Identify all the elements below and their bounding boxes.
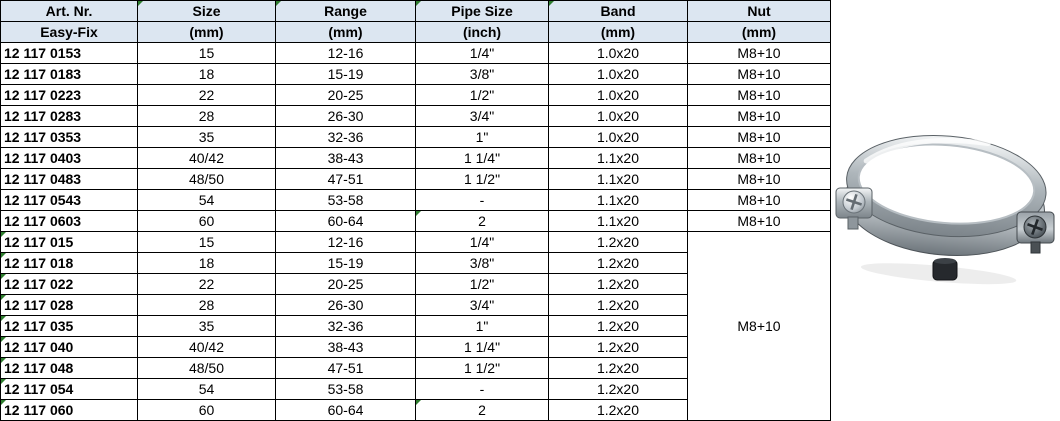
cell-size: [138, 148, 276, 169]
cell-art-nr: [1, 253, 138, 274]
cell-pipe-size: [416, 253, 549, 274]
error-indicator-triangle: [1, 253, 6, 258]
cell-text: Range: [324, 3, 367, 19]
cell-text: 3/4": [469, 297, 495, 313]
error-indicator-triangle: [1, 358, 6, 363]
cell-text: 12 117 0183: [4, 66, 82, 82]
cell-art-nr: [1, 358, 138, 379]
cell-text: 18: [198, 66, 215, 82]
cell-text: 2: [478, 213, 486, 229]
cell-band: [549, 148, 688, 169]
cell-text: 38-43: [327, 339, 364, 355]
pipe-clamp-product-image: [833, 116, 1057, 294]
cell-text: 22: [198, 276, 215, 292]
cell-text: M8+10: [737, 129, 781, 145]
cell-range: [276, 211, 416, 232]
cell-nut: [688, 169, 831, 190]
cell-text: 12 117 028: [4, 297, 74, 313]
cell-art-nr: [1, 127, 138, 148]
column-header-nut: [688, 22, 831, 43]
cell-range: [276, 274, 416, 295]
cell-art-nr: [1, 190, 138, 211]
error-indicator-triangle: [1, 400, 6, 405]
bottom-nut: [933, 258, 957, 280]
cell-text: M8+10: [737, 213, 781, 229]
cell-text: 47-51: [327, 171, 364, 187]
right-bolt-stub: [1031, 242, 1040, 253]
cell-pipe-size: [416, 169, 549, 190]
cell-nut: [688, 190, 831, 211]
cell-text: 60: [198, 213, 215, 229]
table-row: [1, 127, 831, 148]
cell-text: 28: [198, 108, 215, 124]
cell-text: Nut: [747, 3, 771, 19]
column-header-size: [138, 22, 276, 43]
cell-pipe-size: [416, 358, 549, 379]
cell-text: 1 1/2": [463, 171, 501, 187]
cell-pipe-size: [416, 337, 549, 358]
cell-size: [138, 190, 276, 211]
cell-text: M8+10: [737, 87, 781, 103]
header-row-1: [1, 1, 831, 22]
cell-text: 18: [198, 255, 215, 271]
cell-text: 15-19: [327, 255, 364, 271]
cell-text: 1 1/4": [463, 150, 501, 166]
cell-text: 12 117 022: [4, 276, 74, 292]
cell-pipe-size: [416, 106, 549, 127]
cell-band: [549, 211, 688, 232]
cell-range: [276, 358, 416, 379]
cell-text: 1.2x20: [596, 381, 640, 397]
cell-size: [138, 106, 276, 127]
cell-text: M8+10: [737, 150, 781, 166]
cell-text: 12 117 015: [4, 234, 74, 250]
cell-pipe-size: [416, 127, 549, 148]
cell-text: 12-16: [327, 234, 364, 250]
cell-band: [549, 337, 688, 358]
error-indicator-triangle: [1, 379, 6, 384]
cell-range: [276, 295, 416, 316]
cell-text: 1 1/2": [463, 360, 501, 376]
error-indicator-triangle: [416, 211, 421, 216]
cell-text: 15-19: [327, 66, 364, 82]
cell-text: Easy-Fix: [40, 24, 98, 40]
cell-band: [549, 127, 688, 148]
cell-art-nr: [1, 316, 138, 337]
cell-pipe-size: [416, 211, 549, 232]
table-row: [1, 64, 831, 85]
cell-text: 12 117 0543: [4, 192, 82, 208]
cell-pipe-size: [416, 295, 549, 316]
cell-nut: [688, 106, 831, 127]
cell-text: 38-43: [327, 150, 364, 166]
cell-text: 12 117 060: [4, 402, 74, 418]
cell-art-nr: [1, 211, 138, 232]
cell-art-nr: [1, 379, 138, 400]
cell-pipe-size: [416, 274, 549, 295]
cell-text: 1.2x20: [596, 318, 640, 334]
cell-text: M8+10: [737, 45, 781, 61]
cell-text: 20-25: [327, 87, 364, 103]
cell-text: 60: [198, 402, 215, 418]
column-header-pipe-size: [416, 22, 549, 43]
cell-text: 40/42: [188, 150, 225, 166]
cell-size: [138, 253, 276, 274]
cell-size: [138, 169, 276, 190]
cell-size: [138, 64, 276, 85]
cell-size: [138, 316, 276, 337]
cell-size: [138, 211, 276, 232]
error-indicator-triangle: [549, 1, 554, 6]
cell-band: [549, 316, 688, 337]
cell-text: 60-64: [327, 402, 364, 418]
cell-pipe-size: [416, 316, 549, 337]
cell-text: 12 117 0483: [4, 171, 82, 187]
column-header-nut: [688, 1, 831, 22]
column-header-size: [138, 1, 276, 22]
cell-text: 1.1x20: [596, 192, 640, 208]
cell-text: 48/50: [188, 171, 225, 187]
cell-band: [549, 85, 688, 106]
cell-art-nr: [1, 169, 138, 190]
column-header-band: [549, 1, 688, 22]
cell-text: M8+10: [737, 108, 781, 124]
cell-text: 20-25: [327, 276, 364, 292]
cell-size: [138, 43, 276, 64]
cell-range: [276, 148, 416, 169]
cell-text: (mm): [600, 24, 636, 40]
cell-band: [549, 274, 688, 295]
cell-pipe-size: [416, 400, 549, 421]
cell-text: 1.1x20: [596, 171, 640, 187]
cell-text: 1.2x20: [596, 255, 640, 271]
cell-text: Art. Nr.: [45, 3, 93, 19]
cell-text: 1.0x20: [596, 108, 640, 124]
cell-text: 47-51: [327, 360, 364, 376]
cell-range: [276, 400, 416, 421]
cell-range: [276, 127, 416, 148]
cell-text: 1/4": [469, 234, 495, 250]
cell-text: 12-16: [327, 45, 364, 61]
cell-pipe-size: [416, 85, 549, 106]
cell-band: [549, 253, 688, 274]
cell-band: [549, 43, 688, 64]
cell-text: 40/42: [188, 339, 225, 355]
cell-range: [276, 85, 416, 106]
table-row: [1, 106, 831, 127]
cell-nut: [688, 127, 831, 148]
cell-text: 54: [198, 192, 215, 208]
cell-text: 1 1/4": [463, 339, 501, 355]
cell-text: 12 117 0603: [4, 213, 82, 229]
cell-text: 35: [198, 318, 215, 334]
column-header-art-nr: [1, 1, 138, 22]
error-indicator-triangle: [1, 337, 6, 342]
column-header-range: [276, 22, 416, 43]
cell-text: 1.2x20: [596, 339, 640, 355]
cell-text: 12 117 035: [4, 318, 74, 334]
cell-range: [276, 43, 416, 64]
cell-text: 12 117 040: [4, 339, 74, 355]
cell-text: 12 117 0403: [4, 150, 82, 166]
table-row: [1, 232, 831, 253]
cell-pipe-size: [416, 232, 549, 253]
cell-text: Size: [192, 3, 221, 19]
cell-range: [276, 316, 416, 337]
left-bolt-stub: [848, 217, 858, 229]
cell-text: 2: [478, 402, 486, 418]
cell-text: 53-58: [327, 381, 364, 397]
cell-art-nr: [1, 43, 138, 64]
cell-text: 48/50: [188, 360, 225, 376]
cell-art-nr: [1, 400, 138, 421]
cell-text: 1.0x20: [596, 66, 640, 82]
cell-text: (mm): [189, 24, 224, 40]
cell-text: 1.2x20: [596, 360, 640, 376]
cell-text: M8+10: [737, 66, 781, 82]
cell-text: 1.1x20: [596, 213, 640, 229]
column-header-art-nr: [1, 22, 138, 43]
cell-range: [276, 169, 416, 190]
table-row: [1, 85, 831, 106]
cell-size: [138, 337, 276, 358]
cell-art-nr: [1, 85, 138, 106]
cell-text: 60-64: [327, 213, 364, 229]
cell-text: 1.0x20: [596, 129, 640, 145]
cell-text: 3/8": [469, 255, 495, 271]
cell-text: 1.2x20: [596, 276, 640, 292]
cell-band: [549, 64, 688, 85]
cell-text: 1/4": [469, 45, 495, 61]
error-indicator-triangle: [416, 1, 421, 6]
cell-text: -: [479, 192, 485, 208]
cell-nut: [688, 64, 831, 85]
cell-range: [276, 232, 416, 253]
cell-size: [138, 400, 276, 421]
table-row: [1, 169, 831, 190]
cell-size: [138, 127, 276, 148]
cell-text: M8+10: [737, 318, 781, 334]
cell-band: [549, 106, 688, 127]
table-header: [1, 1, 831, 43]
cell-nut-merged: [688, 232, 831, 421]
error-indicator-triangle: [1, 232, 6, 237]
cell-range: [276, 106, 416, 127]
cell-art-nr: [1, 337, 138, 358]
cell-art-nr: [1, 232, 138, 253]
cell-text: 1/2": [469, 87, 495, 103]
cell-text: 1.0x20: [596, 87, 640, 103]
cell-size: [138, 274, 276, 295]
cell-text: (mm): [741, 24, 777, 40]
header-row-2: [1, 22, 831, 43]
cell-text: 32-36: [327, 129, 364, 145]
cell-pipe-size: [416, 190, 549, 211]
table-row: [1, 190, 831, 211]
cell-text: 1.2x20: [596, 402, 640, 418]
cell-text: 1/2": [469, 276, 495, 292]
cell-nut: [688, 85, 831, 106]
cell-text: 15: [198, 234, 215, 250]
cell-range: [276, 190, 416, 211]
cell-text: 1.2x20: [596, 234, 640, 250]
cell-text: Band: [600, 3, 636, 19]
column-header-range: [276, 1, 416, 22]
cell-text: 22: [198, 87, 215, 103]
table-row: [1, 43, 831, 64]
error-indicator-triangle: [138, 1, 143, 6]
cell-band: [549, 169, 688, 190]
cell-art-nr: [1, 295, 138, 316]
cell-text: 12 117 0153: [4, 45, 82, 61]
cell-pipe-size: [416, 64, 549, 85]
cell-text: 1.2x20: [596, 297, 640, 313]
cell-text: 26-30: [327, 108, 364, 124]
cell-text: M8+10: [737, 171, 781, 187]
cell-text: 12 117 018: [4, 255, 74, 271]
cell-pipe-size: [416, 379, 549, 400]
cell-art-nr: [1, 148, 138, 169]
cell-size: [138, 85, 276, 106]
cell-range: [276, 64, 416, 85]
cell-art-nr: [1, 106, 138, 127]
cell-text: Pipe Size: [451, 3, 513, 19]
error-indicator-triangle: [276, 1, 281, 6]
cell-pipe-size: [416, 148, 549, 169]
cell-text: 3/4": [469, 108, 495, 124]
table-row: [1, 211, 831, 232]
cell-text: 26-30: [327, 297, 364, 313]
cell-band: [549, 190, 688, 211]
cell-nut: [688, 148, 831, 169]
cell-size: [138, 295, 276, 316]
cell-text: (inch): [462, 24, 502, 40]
cell-text: 35: [198, 129, 215, 145]
cell-text: 1": [475, 318, 489, 334]
cell-text: 1.0x20: [596, 45, 640, 61]
cell-range: [276, 253, 416, 274]
cell-band: [549, 295, 688, 316]
cell-text: 12 117 0353: [4, 129, 82, 145]
cell-nut: [688, 43, 831, 64]
cell-text: 12 117 054: [4, 381, 74, 397]
cell-art-nr: [1, 64, 138, 85]
cell-art-nr: [1, 274, 138, 295]
error-indicator-triangle: [1, 295, 6, 300]
error-indicator-triangle: [1, 274, 6, 279]
cell-text: -: [479, 381, 485, 397]
error-indicator-triangle: [1, 316, 6, 321]
cell-range: [276, 337, 416, 358]
cell-size: [138, 358, 276, 379]
cell-band: [549, 232, 688, 253]
cell-text: 53-58: [327, 192, 364, 208]
table-row: [1, 148, 831, 169]
cell-text: 32-36: [327, 318, 364, 334]
cell-text: 28: [198, 297, 215, 313]
cell-text: 12 117 0223: [4, 87, 82, 103]
column-header-pipe-size: [416, 1, 549, 22]
cell-text: 12 117 048: [4, 360, 74, 376]
cell-size: [138, 232, 276, 253]
cell-text: 1": [475, 129, 489, 145]
cell-text: 3/8": [469, 66, 495, 82]
cell-text: 15: [198, 45, 215, 61]
right-screw-lug: [1017, 212, 1054, 253]
cell-text: M8+10: [737, 192, 781, 208]
error-indicator-triangle: [416, 400, 421, 405]
cell-nut: [688, 211, 831, 232]
cell-band: [549, 379, 688, 400]
cell-text: 12 117 0283: [4, 108, 82, 124]
cell-size: [138, 379, 276, 400]
table-body: [1, 43, 831, 421]
cell-band: [549, 400, 688, 421]
cell-pipe-size: [416, 43, 549, 64]
cell-text: 1.1x20: [596, 150, 640, 166]
cell-text: (mm): [328, 24, 363, 40]
cell-band: [549, 358, 688, 379]
column-header-band: [549, 22, 688, 43]
cell-text: 54: [198, 381, 215, 397]
cell-range: [276, 379, 416, 400]
